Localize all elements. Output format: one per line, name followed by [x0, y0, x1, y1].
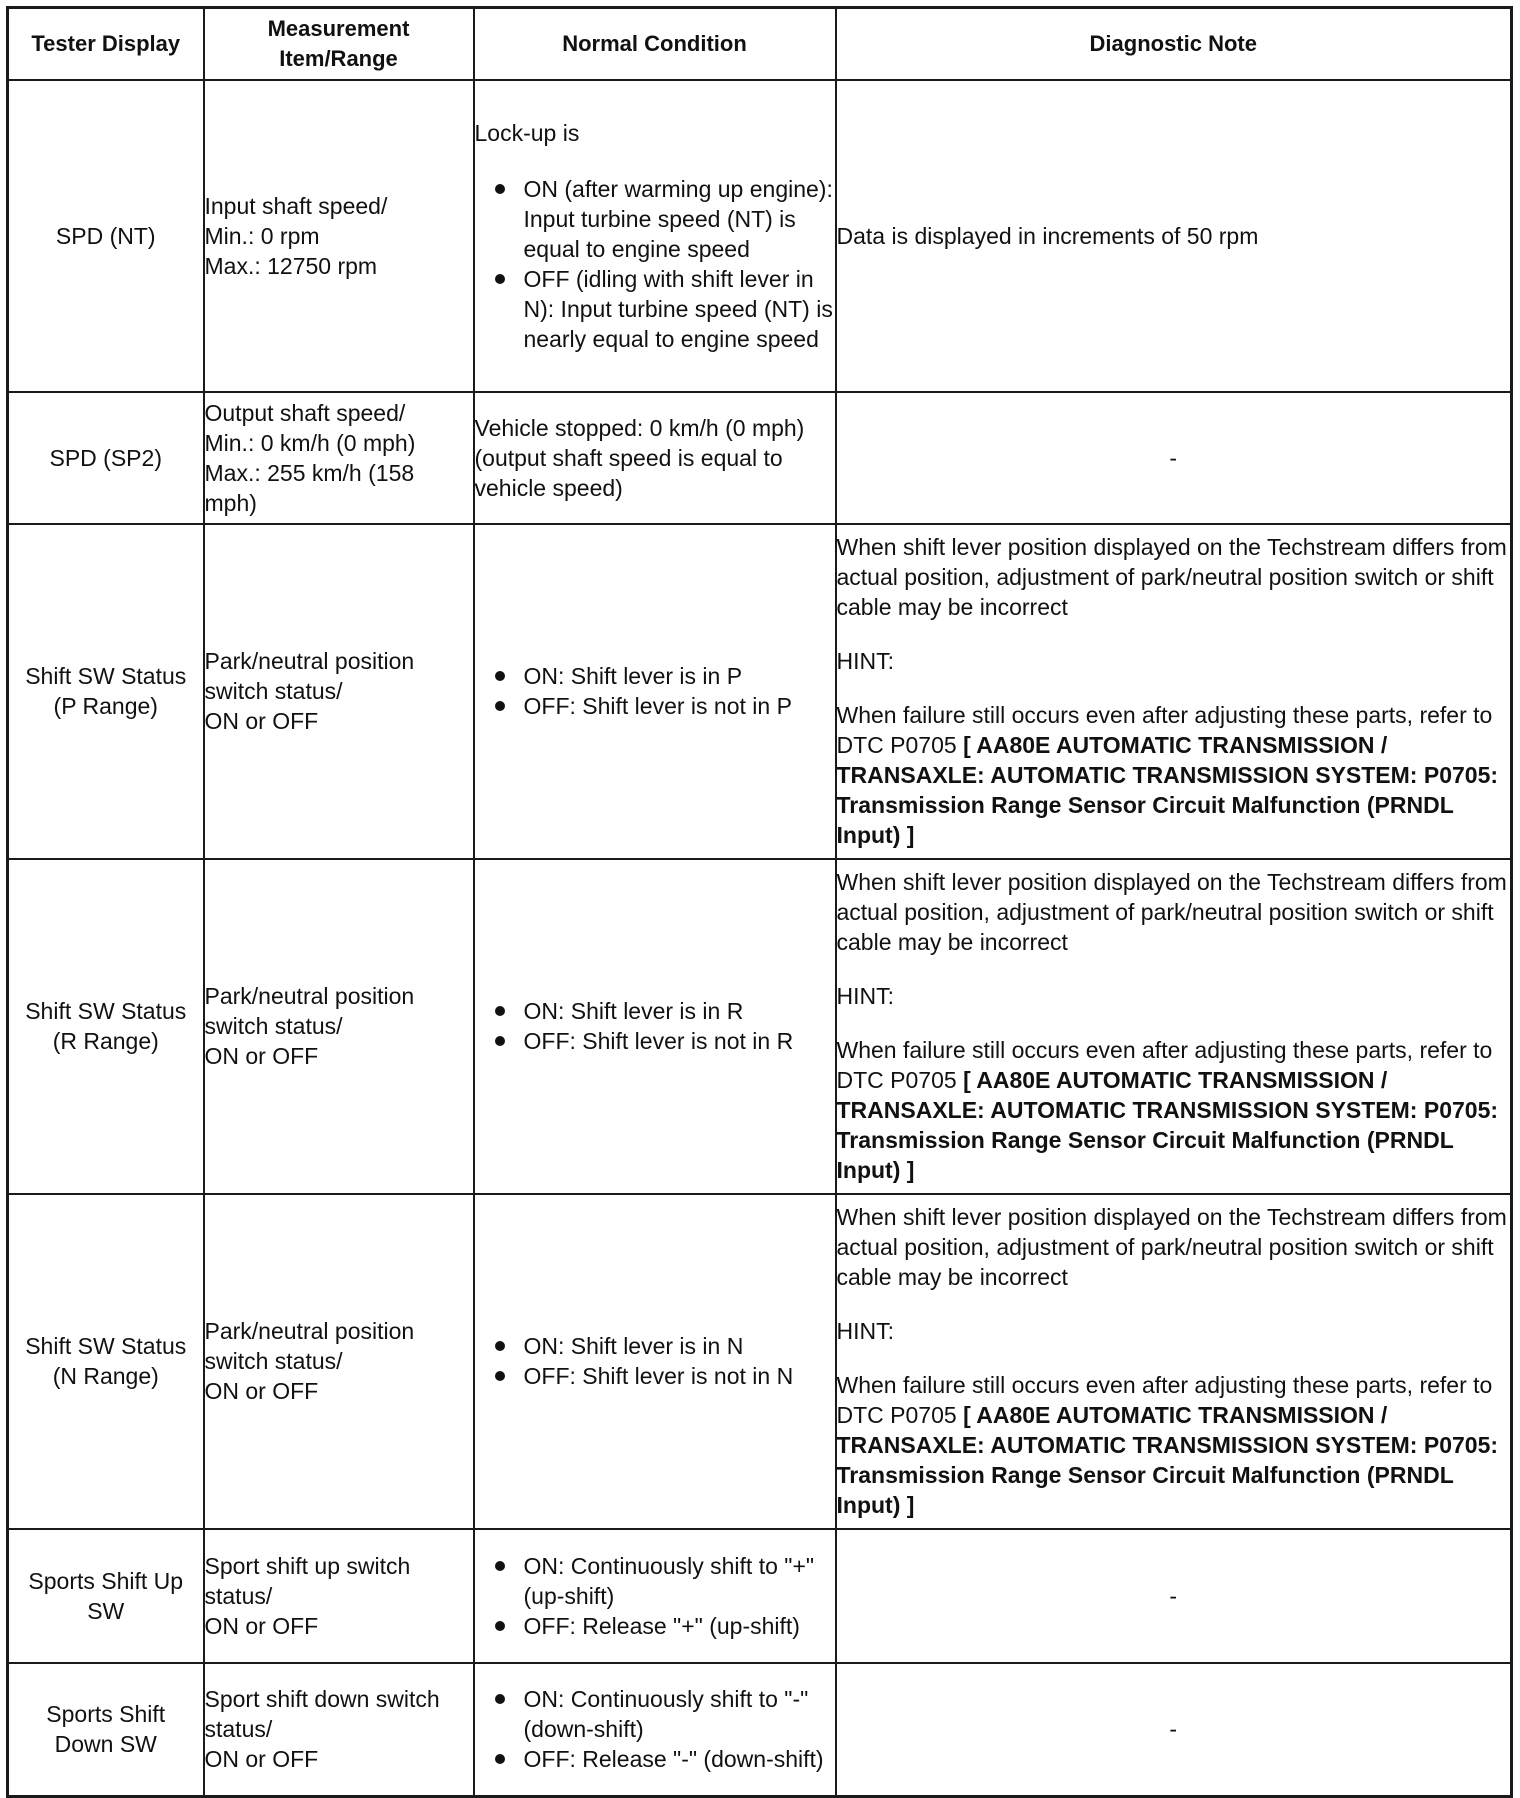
normal-condition-item: ON: Shift lever is in P [475, 661, 835, 691]
diagnostic-note-cell [836, 1194, 1512, 1529]
diagnostic-note-intro: When shift lever position displayed on the Techstream differs from actual position, adjustment of park/neutral position switch or shift cable may be incorrect [836, 1204, 1507, 1290]
header-normal-condition: Normal Condition [474, 8, 836, 80]
header-measurement-line: Item/Range [279, 45, 398, 71]
diagnostic-note-hint: HINT: [836, 1318, 894, 1344]
normal-condition-list [475, 661, 835, 721]
table-row [8, 1529, 1512, 1663]
diagnostic-note-reference [837, 1035, 1511, 1185]
measurement-range-cell [204, 1663, 474, 1797]
measurement-line: Sport shift up switch status/ [204, 1552, 411, 1609]
normal-condition-item: OFF (idling with shift lever in N): Input turbine speed (NT) is nearly equal to engine speed [475, 264, 835, 354]
measurement-line: Max.: 12750 rpm [204, 252, 378, 279]
measurement-range-cell [204, 524, 474, 859]
normal-condition-line: Vehicle stopped: 0 km/h (0 mph) [474, 414, 805, 441]
measurement-line: Input shaft speed/ [204, 192, 388, 219]
tester-display-cell [8, 1529, 204, 1663]
measurement-line: ON or OFF [204, 1378, 319, 1404]
measurement-line: Park/neutral position switch status/ [204, 648, 415, 704]
diagnostic-note-hint: HINT: [836, 983, 894, 1009]
measurement-line: Park/neutral position switch status/ [204, 1318, 415, 1374]
measurement-range-cell [204, 1529, 474, 1663]
normal-condition-lead: Lock-up is [474, 119, 580, 146]
tester-display-text: SPD (SP2) [49, 444, 162, 471]
normal-condition-item: OFF: Release "+" (up-shift) [475, 1611, 835, 1641]
diagnostic-note-text: Data is displayed in increments of 50 rpm [836, 222, 1259, 249]
header-measurement-item-range [204, 8, 474, 80]
normal-condition-item: ON: Continuously shift to "+" (up-shift) [475, 1551, 835, 1611]
tester-display-cell [8, 859, 204, 1194]
header-diagnostic-note: Diagnostic Note [836, 8, 1512, 80]
data-list-table [6, 6, 1513, 1798]
data-list-sheet [6, 6, 1513, 1798]
normal-condition-item: ON: Shift lever is in N [475, 1331, 835, 1361]
dtc-p0705-link[interactable]: [ AA80E AUTOMATIC TRANSMISSION / TRANSAXLE: AUTOMATIC TRANSMISSION SYSTEM: P0705: Transmission Range Sensor Circuit Malfunction (PRNDL Input) ] [836, 1067, 1499, 1183]
normal-condition-item: OFF: Release "-" (down-shift) [475, 1744, 835, 1774]
tester-display-text: Sports Shift Up [28, 1567, 184, 1594]
dtc-p0705-link[interactable]: [ AA80E AUTOMATIC TRANSMISSION / TRANSAXLE: AUTOMATIC TRANSMISSION SYSTEM: P0705: Transmission Range Sensor Circuit Malfunction (PRNDL Input) ] [836, 732, 1499, 848]
normal-condition-cell [474, 1663, 836, 1797]
header-measurement-line: Measurement [267, 15, 410, 41]
table-row [8, 524, 1512, 859]
normal-condition-item: ON: Continuously shift to "-" (down-shift) [475, 1684, 835, 1744]
tester-display-cell [8, 524, 204, 859]
normal-condition-list [475, 1684, 835, 1774]
dtc-p0705-link[interactable]: [ AA80E AUTOMATIC TRANSMISSION / TRANSAXLE: AUTOMATIC TRANSMISSION SYSTEM: P0705: Transmission Range Sensor Circuit Malfunction (PRNDL Input) ] [836, 1402, 1499, 1518]
diagnostic-note-intro: When shift lever position displayed on the Techstream differs from actual position, adjustment of park/neutral position switch or shift cable may be incorrect [836, 869, 1507, 955]
table-row [8, 392, 1512, 524]
table-row [8, 1663, 1512, 1797]
tester-display-text: Sports Shift [46, 1701, 166, 1728]
normal-condition-cell [474, 1194, 836, 1529]
header-row [8, 8, 1512, 80]
tester-display-cell [8, 1663, 204, 1797]
normal-condition-cell [474, 524, 836, 859]
diagnostic-note-hint: HINT: [836, 648, 894, 674]
diagnostic-note-reference [837, 1370, 1511, 1520]
diagnostic-note-cell [836, 1663, 1512, 1797]
measurement-line: Min.: 0 km/h (0 mph) [204, 429, 416, 456]
normal-condition-item: ON (after warming up engine): Input turbine speed (NT) is equal to engine speed [475, 174, 835, 264]
normal-condition-list [475, 996, 835, 1056]
table-row [8, 80, 1512, 392]
normal-condition-cell [474, 392, 836, 524]
measurement-range-cell [204, 859, 474, 1194]
tester-display-cell [8, 1194, 204, 1529]
normal-condition-item: OFF: Shift lever is not in P [475, 691, 835, 721]
diagnostic-note-cell [836, 524, 1512, 859]
tester-display-text: (P Range) [53, 693, 158, 719]
table-row [8, 859, 1512, 1194]
tester-display-text: (R Range) [52, 1028, 159, 1054]
diagnostic-note-reference-prefix: When failure still occurs even after adjusting these parts, refer to DTC P0705 [836, 1372, 1493, 1428]
diagnostic-note-cell [836, 859, 1512, 1194]
diagnostic-note-cell [836, 80, 1512, 392]
measurement-range-cell [204, 80, 474, 392]
normal-condition-item: OFF: Shift lever is not in R [475, 1026, 835, 1056]
tester-display-cell [8, 392, 204, 524]
normal-condition-list [475, 174, 835, 354]
tester-display-text: (N Range) [52, 1363, 159, 1389]
diagnostic-note-text: - [1169, 444, 1178, 471]
tester-display-text: Shift SW Status [25, 998, 187, 1024]
diagnostic-note-cell [836, 392, 1512, 524]
tester-display-text: Down SW [54, 1731, 157, 1758]
tester-display-text: SW [87, 1597, 125, 1624]
normal-condition-cell [474, 80, 836, 392]
diagnostic-note-intro: When shift lever position displayed on the Techstream differs from actual position, adjustment of park/neutral position switch or shift cable may be incorrect [836, 534, 1507, 620]
tester-display-text: Shift SW Status [25, 1333, 187, 1359]
normal-condition-item: ON: Shift lever is in R [475, 996, 835, 1026]
header-tester-display: Tester Display [8, 8, 204, 80]
normal-condition-item: OFF: Shift lever is not in N [475, 1361, 835, 1391]
tester-display-text: SPD (NT) [55, 222, 156, 249]
measurement-line: Sport shift down switch status/ [204, 1686, 440, 1743]
diagnostic-note-reference [837, 700, 1511, 850]
measurement-line: ON or OFF [204, 1746, 319, 1773]
diagnostic-note-text: - [1169, 1582, 1178, 1609]
diagnostic-note-cell [836, 1529, 1512, 1663]
normal-condition-cell [474, 859, 836, 1194]
measurement-line: ON or OFF [204, 708, 319, 734]
measurement-range-cell [204, 1194, 474, 1529]
normal-condition-list [475, 1551, 835, 1641]
diagnostic-note-text: - [1169, 1716, 1178, 1743]
measurement-range-cell [204, 392, 474, 524]
table-row [8, 1194, 1512, 1529]
diagnostic-note-reference-prefix: When failure still occurs even after adjusting these parts, refer to DTC P0705 [836, 1037, 1493, 1093]
tester-display-text: Shift SW Status [25, 663, 187, 689]
normal-condition-cell [474, 1529, 836, 1663]
tester-display-cell [8, 80, 204, 392]
diagnostic-note-reference-prefix: When failure still occurs even after adjusting these parts, refer to DTC P0705 [836, 702, 1493, 758]
measurement-line: Park/neutral position switch status/ [204, 983, 415, 1039]
measurement-line: ON or OFF [204, 1043, 319, 1069]
measurement-line: ON or OFF [204, 1612, 319, 1639]
measurement-line: Output shaft speed/ [204, 399, 406, 426]
measurement-line: Max.: 255 km/h (158 mph) [204, 459, 415, 516]
normal-condition-line: (output shaft speed is equal to vehicle speed) [474, 444, 783, 501]
normal-condition-list [475, 1331, 835, 1391]
measurement-line: Min.: 0 rpm [204, 222, 320, 249]
